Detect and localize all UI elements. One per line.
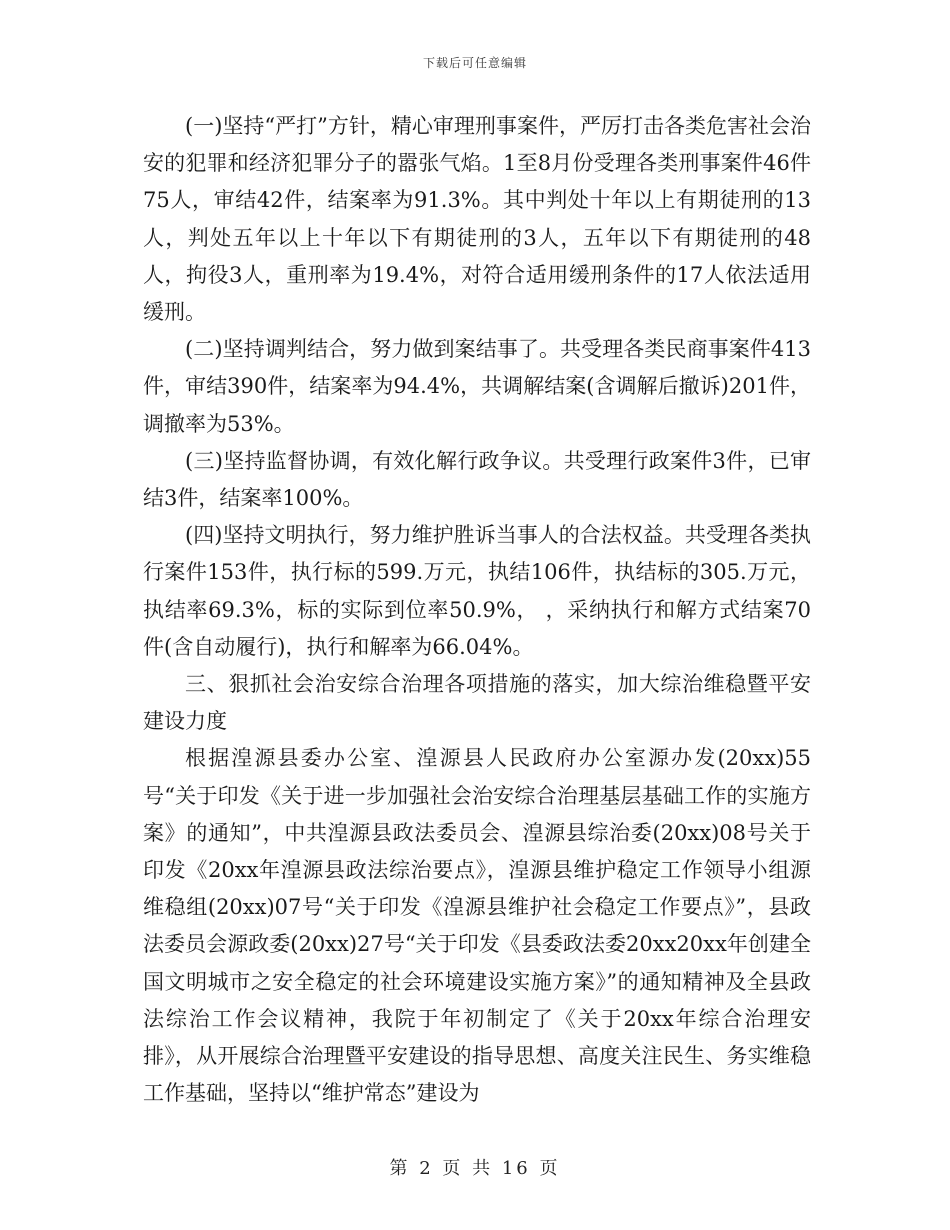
page-footer: 第 2 页 共 16 页	[389, 1158, 561, 1179]
paragraph-criminal-cases: (一)坚持“严打”方针，精心审理刑事案件，严厉打击各类危害社会治安的犯罪和经济犯罪分子的嚣张气焰。1至8月份受理各类刑事案件46件75人，审结42件，结案率为91.3%。其中判处十年以上有期徒刑的13人，判处五年以上十年以下有期徒刑的3人，五年以下有期徒刑的48人，拘役3人，重刑率为19.4%，对符合适用缓刑条件的17人依法适用缓刑。	[143, 114, 811, 325]
document-body	[143, 108, 811, 1112]
paragraph-administrative-cases: (三)坚持监督协调，有效化解行政争议。共受理行政案件3件，已审结3件，结案率100%。	[143, 448, 811, 511]
page-header: 下载后可任意编辑	[422, 56, 527, 70]
paragraph-comprehensive-governance: 根据湟源县委办公室、湟源县人民政府办公室源办发(20xx)55号“关于印发《关于进一步加强社会治安综合治理基层基础工作的实施方案》的通知”，中共湟源县政法委员会、湟源县综治委(20xx)08号关于印发《20xx年湟源县政法综治要点》，湟源县维护稳定工作领导小组源维稳组(20xx)07号“关于印发《湟源县维护社会稳定工作要点》”，县政法委员会源政委(20xx)27号“关于印发《县委政法委20xx20xx年创建全国文明城市之安全稳定的社会环境建设实施方案》”的通知精神及全县政法综治工作会议精神，我院于年初制定了《关于20xx年综合治理安排》，从开展综合治理暨平安建设的指导思想、高度关注民生、务实维稳工作基础，坚持以“维护常态”建设为	[143, 746, 811, 1106]
paragraph-enforcement-cases: (四)坚持文明执行，努力维护胜诉当事人的合法权益。共受理各类执行案件153件，执行标的599.万元，执结106件，执结标的305.万元，执结率69.3%，标的实际到位率50.9%， ，采纳执行和解方式结案70件(含自动履行)，执行和解率为66.04%。	[143, 523, 811, 659]
section-heading-three: 三、狠抓社会治安综合治理各项措施的落实，加大综治维稳暨平安建设力度	[143, 672, 811, 734]
paragraph-civil-cases: (二)坚持调判结合，努力做到案结事了。共受理各类民商事案件413件，审结390件，结案率为94.4%，共调解结案(含调解后撤诉)201件，调撤率为53%。	[143, 337, 811, 436]
